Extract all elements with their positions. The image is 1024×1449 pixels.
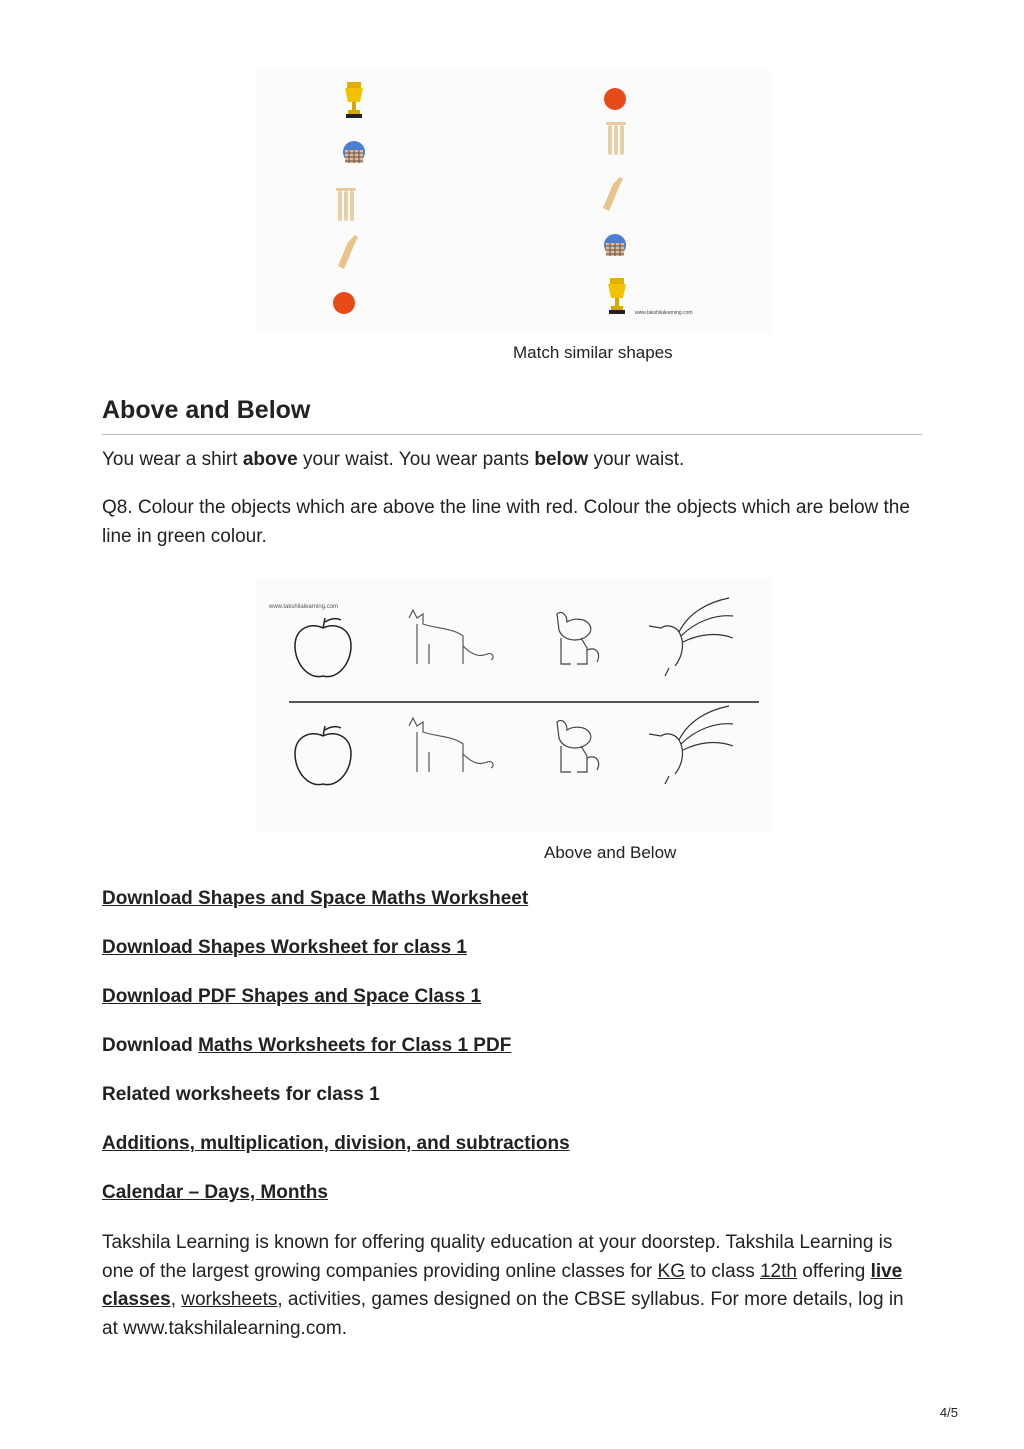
- cat-icon: [409, 610, 493, 664]
- download-line-3: [102, 983, 922, 1012]
- live-classes-link[interactable]: live classes: [102, 1260, 903, 1310]
- maths-worksheets-link[interactable]: Maths Worksheets for Class 1 PDF: [198, 1035, 512, 1056]
- section-heading: Above and Below: [102, 396, 311, 424]
- class12-link[interactable]: 12th: [759, 1260, 797, 1282]
- figure-caption-above-below: Above and Below: [544, 843, 677, 862]
- download-prefix-text: Download: [102, 1035, 199, 1056]
- cat-icon: [409, 718, 493, 772]
- question-paragraph: Q8. Colour the objects which are above the line with red. Colour the objects which are below the line in green colour.: [102, 497, 910, 547]
- download-pdf-shapes-link[interactable]: Download PDF Shapes and Space Class 1: [102, 986, 482, 1007]
- page-number: 4/5: [939, 1405, 958, 1420]
- apple-icon: [295, 726, 351, 785]
- bat-icon: [338, 235, 358, 269]
- trophy-icon: [345, 82, 363, 118]
- additions-link[interactable]: Additions, multiplication, division, and subtractions: [102, 1133, 570, 1154]
- bird-icon: [649, 706, 733, 784]
- download-shapes-space-link[interactable]: Download Shapes and Space Maths Worksheet: [102, 888, 529, 909]
- additions-line: [102, 1130, 922, 1159]
- intro-paragraph: You wear a shirt above your waist. You wear pants below your waist.: [102, 449, 685, 470]
- above-below-image: [255, 578, 771, 832]
- bat-icon: [603, 177, 623, 211]
- watermark-text: www.takshilalearning.com: [269, 604, 339, 610]
- trophy-icon: [608, 278, 626, 314]
- figure-caption-match: Match similar shapes: [513, 343, 673, 362]
- calendar-link[interactable]: Calendar – Days, Months: [102, 1182, 328, 1203]
- apple-icon: [295, 618, 351, 677]
- download-line-1: [102, 885, 922, 914]
- footer-paragraph: Takshila Learning is known for offering quality education at your doorstep. Takshila Learning is one of the largest growing companies providing online classes for KG to class 12th offering live classes, worksheets, activities, games designed on the CBSE syllabus. For more details, log in at www.takshilalearning.com.: [102, 1232, 904, 1339]
- download-line-4: [102, 1032, 922, 1061]
- heading-divider: [102, 434, 922, 435]
- helmet-icon: [604, 234, 626, 256]
- dog-icon: [557, 612, 599, 664]
- watermark-text: www.takshilalearning.com: [635, 310, 693, 316]
- worksheets-link[interactable]: worksheets: [181, 1289, 278, 1310]
- divider-line: [289, 701, 759, 703]
- download-line-2: [102, 934, 922, 963]
- calendar-line: [102, 1179, 922, 1208]
- related-heading: Related worksheets for class 1: [102, 1084, 380, 1105]
- ball-icon: [333, 292, 355, 314]
- helmet-icon: [343, 141, 365, 163]
- dog-icon: [557, 720, 599, 772]
- ball-icon: [604, 88, 626, 110]
- wickets-icon: [606, 122, 626, 155]
- download-shapes-class1-link[interactable]: Download Shapes Worksheet for class 1: [102, 937, 467, 958]
- kg-link[interactable]: KG: [657, 1260, 685, 1282]
- wickets-icon: [336, 188, 356, 221]
- bird-icon: [649, 598, 733, 676]
- match-shapes-image: [255, 70, 771, 332]
